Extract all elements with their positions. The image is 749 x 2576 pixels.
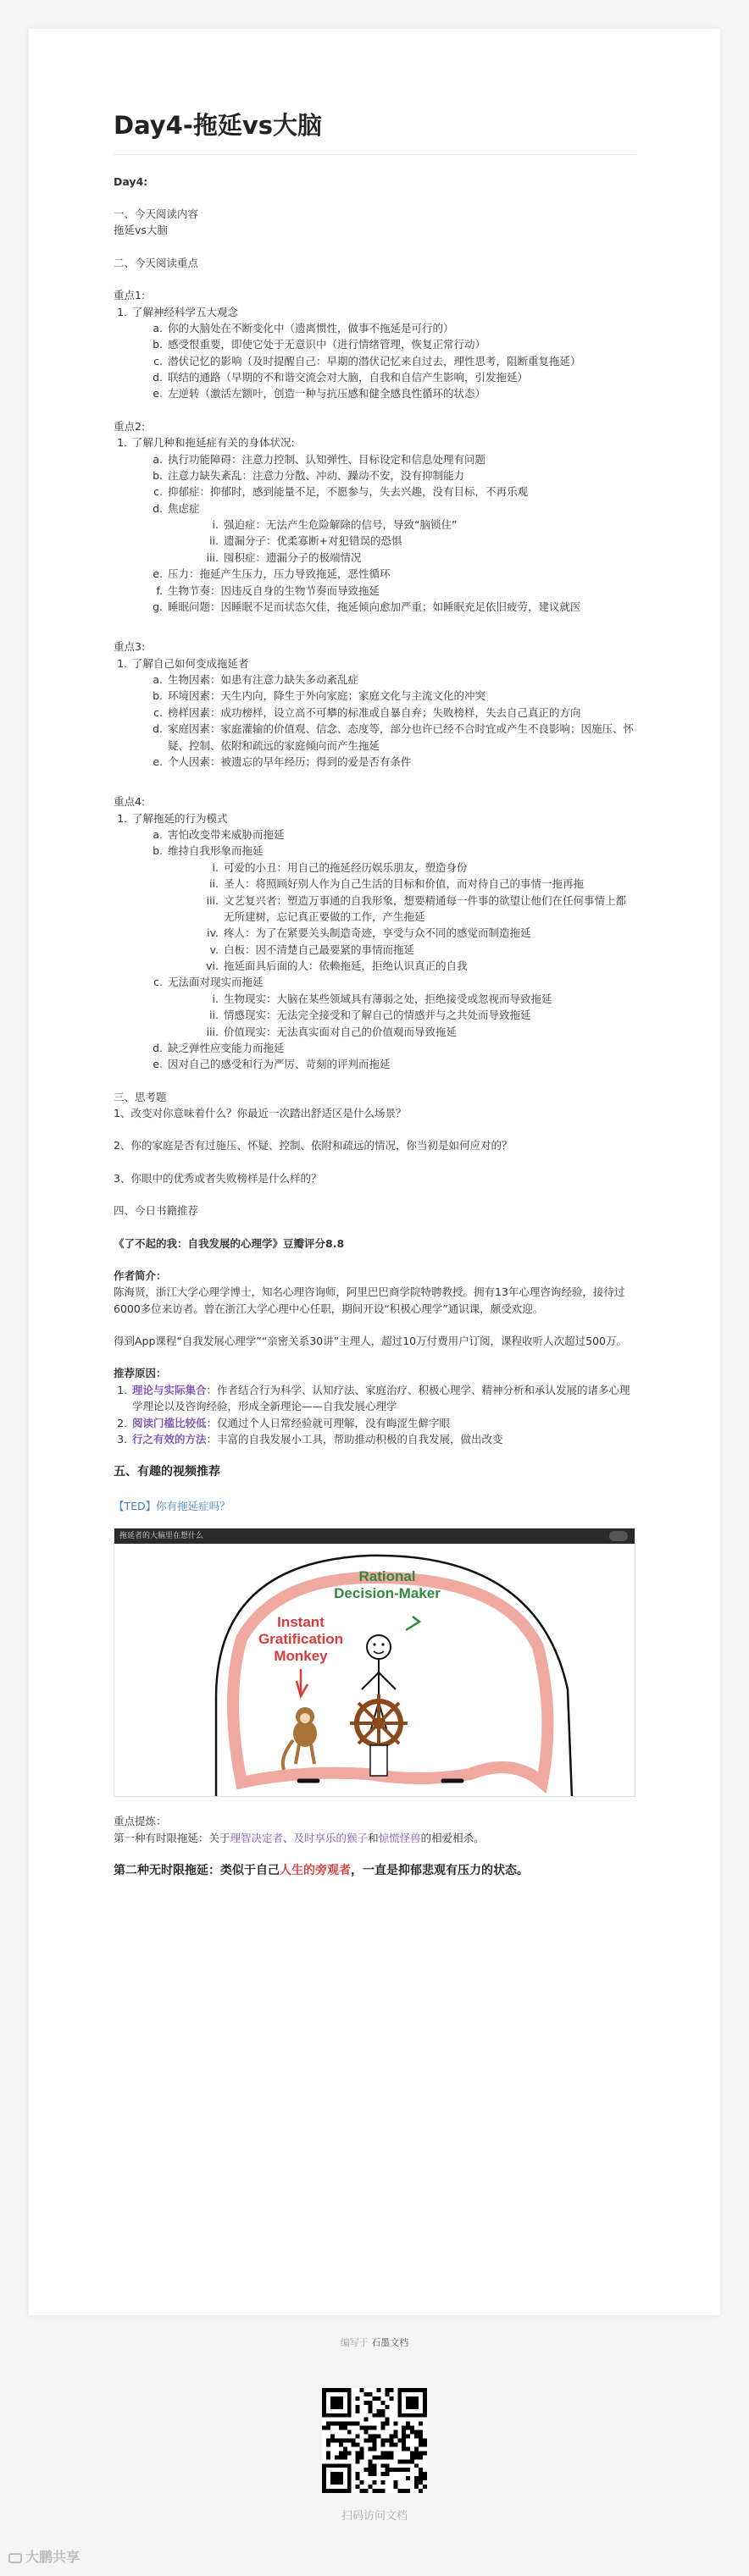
list-item: a. 执行功能障碍：注意力控制、认知弹性、目标设定和信息处理有问题 [153, 452, 486, 466]
section-heading: 二、今天阅读重点 [114, 256, 199, 269]
list-item: b. 注意力缺失紊乱：注意力分散、冲动、躁动不安，没有抑制能力 [153, 468, 465, 482]
list-item: a. 你的大脑处在不断变化中（遗离惯性，做事不拖延是可行的） [153, 321, 454, 334]
point-list [114, 810, 635, 1073]
point-list [114, 304, 635, 402]
point-label: 重点4: [114, 795, 146, 809]
decision-maker-label-line2: Decision-Maker [334, 1585, 441, 1602]
list-item: e. 左逆转（激活左额叶，创造一种与抗压感和健全感良性循环的状态） [153, 387, 486, 401]
list-item: d. 家庭因素：家庭灌输的价值观、信念、态度等，部分也许已经不合时宜或产生不良影响；因施压、怀疑、控制、依附和疏远的家庭倾向而产生拖延 [153, 722, 635, 752]
list-item: 1. 了解神经科学五大观念 a. 你的大脑处在不断变化中（遗离惯性，做事不拖延是可行的） b. 感受很重要，即使它处于无意识中（进行情绪管理，恢复正常行动） c. 潜伏记忆的影响（及时提醒自己：早期的潜伏记忆来自过去，理性思考，阻断重复拖延） d. 联结的通路（早期的不和谐交流会对大脑，自我和自信产生影响，引发拖延） e. 左逆转（激活左额叶，创造一种与抗压感和健全感良性循环的状态） [114, 304, 635, 402]
watermark: 大鹏共享 [8, 2547, 80, 2568]
list-item: ii. 圣人：将照顾好别人作为自己生活的目标和价值，而对待自己的事情一拖再拖 [209, 877, 585, 891]
list-item: ii. 情感现实：无法完全接受和了解自己的情感并与之共处而导致拖延 [209, 1009, 531, 1022]
list-item: i. 生物现实：大脑在某些领域具有薄弱之处，拒绝接受或忽视而导致拖延 [212, 992, 552, 1005]
qr-code[interactable] [322, 2388, 427, 2493]
brand-link[interactable]: 石墨文档 [371, 2337, 409, 2348]
doc-title: Day4-拖延vs大脑 [114, 110, 635, 155]
closing-line: 第二种无时限拖延：类似于自己人生的旁观者，一直是抑郁悲观有压力的状态。 [114, 1864, 529, 1878]
list-item: 1. 了解拖延的行为模式 a. 害怕改变带来威胁而拖延 b. 维持自我形象而拖延 i. 可爱的小丑：用自己的拖延经历娱乐朋友，塑造身份 ii. 圣人：将照顾好别人作为自己生活的目标和价值，而对待自己的事情一拖再拖 iii. 文艺复兴者：塑造万事通的自我形象，想要精通每一件事的欲望让他们在任何事情上都无所建树，忘记真正要做的工作，产生拖延 iv. 疼人：为了在紧要关头制造奇迹，享受与众不同的感觉而制造拖延 v. 白板：因不清楚自己最要紧的事情而拖延 vi. 拖延面具后面的人：依赖拖延，拒绝认识真正的自我 c. 无法面对现实而拖延 i. 生物现实：大脑在某些领域具有薄弱之处，拒绝接受或忽视而导致拖延 ii. 情感现实：无法完全接受和了解自己的情感并与之共处而导致拖延 iii. 价值现实：无法真实面对自己的价值观而导致拖延 d. 缺乏弹性应变能力而拖延 e. 因对自己的感受和行为严厉、苛刻的评判而拖延 [114, 810, 635, 1073]
list-item: vi. 拖延面具后面的人：依赖拖延，拒绝认识真正的自我 [206, 959, 468, 973]
reasons-heading: 推荐原因： [114, 1367, 167, 1380]
list-item: iii. 文艺复兴者：塑造万事通的自我形象，想要精通每一件事的欲望让他们在任何事情上都无所建树，忘记真正要做的工作，产生拖延 [206, 893, 627, 923]
list-item: 1. 理论与实际集合：作者结合行为科学、认知疗法、家庭治疗、积极心理学、精神分析和承认发展的诸多心理学理论以及咨询经验，形成全新理论——自我发展心理学 [117, 1383, 630, 1413]
point-label: 重点3: [114, 640, 146, 654]
question: 1、改变对你意味着什么？你最近一次踏出舒适区是什么场景？ [114, 1107, 407, 1120]
edited-with-note: 编写于 石墨文档 [340, 2337, 409, 2348]
point-list [114, 655, 635, 771]
section-heading: 四、今日书籍推荐 [114, 1204, 199, 1218]
list-item: d. 联结的通路（早期的不和谐交流会对大脑，自我和自信产生影响，引发拖延） [153, 371, 529, 384]
notes-line: 第一种有时限拖延：关于理智决定者、及时享乐的猴子和惊慌怪兽的相爱相杀。 [114, 1831, 485, 1844]
list-item: e. 压力：拖延产生压力，压力导致拖延，恶性循环 [153, 567, 391, 581]
section-content: 拖延vs大脑 [114, 224, 168, 237]
list-item: c. 抑郁症：抑郁时，感到能量不足，不愿参与，失去兴趣，没有目标，不再乐观 [153, 485, 529, 499]
watermark-logo-icon [8, 2553, 22, 2563]
list-item: c. 无法面对现实而拖延 i. 生物现实：大脑在某些领域具有薄弱之处，拒绝接受或忽视而导致拖延 ii. 情感现实：无法完全接受和了解自己的情感并与之共处而导致拖延 iii. 价值现实：无法真实面对自己的价值观而导致拖延 [132, 974, 635, 1040]
list-item: c. 榜样因素：成功榜样，设立高不可攀的标准或自暴自弃；失败榜样，失去自己真正的方向 [153, 705, 581, 719]
author-heading: 作者简介： [114, 1269, 167, 1282]
monkey-label-line2: Gratification [258, 1631, 344, 1648]
scan-text: 扫码访问文档 [341, 2510, 408, 2523]
list-item: a. 害怕改变带来威胁而拖延 [153, 828, 285, 842]
document-page [29, 29, 720, 2315]
author-text: 陈海贤，浙江大学心理学博士，知名心理咨询师，阿里巴巴商学院特聘教授。拥有13年心理咨询经验，接待过6000多位来访者。曾在浙江大学心理中心任职，期间开设“积极心理学”通识课，颇受欢迎。 [114, 1285, 625, 1315]
day-label: Day4: [114, 174, 148, 188]
app-text: 得到App课程“自我发展心理学”“亲密关系30讲”主理人，超过10万付费用户订阅，课程收听人次超过500万。 [114, 1335, 627, 1348]
video-player[interactable] [114, 1528, 635, 1797]
section-heading: 五、有趣的视频推荐 [114, 1465, 220, 1479]
list-item: ii. 遗漏分子：优柔寡断+对犯错误的恐惧 [209, 534, 402, 548]
list-item: d. 焦虑症 i. 强迫症：无法产生危险解除的信号，导致“脑锁住” ii. 遗漏分子：优柔寡断+对犯错误的恐惧 iii. 囤积症：遗漏分子的极端情况 [132, 500, 635, 567]
list-item: b. 维持自我形象而拖延 i. 可爱的小丑：用自己的拖延经历娱乐朋友，塑造身份 ii. 圣人：将照顾好别人作为自己生活的目标和价值，而对待自己的事情一拖再拖 iii. 文艺复兴者：塑造万事通的自我形象，想要精通每一件事的欲望让他们在任何事情上都无所建树，忘记真正要做的工作，产生拖延 iv. 疼人：为了在紧要关头制造奇迹，享受与众不同的感觉而制造拖延 v. 白板：因不清楚自己最要紧的事情而拖延 vi. 拖延面具后面的人：依赖拖延，拒绝认识真正的自我 [132, 843, 635, 974]
monkey-label-line1: Instant [277, 1614, 325, 1631]
list-item: 2. 阅读门槛比较低：仅通过个人日常经验就可理解，没有晦涩生僻字眼 [117, 1416, 451, 1429]
reasons-list [114, 1382, 635, 1448]
list-item: iii. 价值现实：无法真实面对自己的价值观而导致拖延 [206, 1025, 458, 1038]
question: 3、你眼中的优秀或者失败榜样是什么样的？ [114, 1171, 322, 1185]
list-item: g. 睡眠问题：因睡眠不足而状态欠佳，拖延倾向愈加严重；如睡眠充足依旧疲劳，建议就医 [153, 600, 581, 613]
book-title: 《了不起的我：自我发展的心理学》豆瓣评分8.8 [114, 1236, 345, 1250]
list-item: iii. 囤积症：遗漏分子的极端情况 [206, 550, 362, 564]
list-item: v. 白板：因不清楚自己最要紧的事情而拖延 [209, 943, 415, 956]
section-heading: 三、思考题 [114, 1090, 167, 1103]
question: 2、你的家庭是否有过施压、怀疑、控制、依附和疏远的情况，你当初是如何应对的？ [114, 1139, 513, 1153]
video-link[interactable]: 【TED】你有拖延症吗？ [114, 1500, 230, 1512]
list-item: i. 强迫症：无法产生危险解除的信号，导致“脑锁住” [212, 518, 458, 532]
list-item: e. 个人因素：被遗忘的早年经历；得到的爱是否有条件 [153, 755, 412, 768]
list-item: 3. 行之有效的方法：丰富的自我发展小工具，帮助推动积极的自我发展，做出改变 [117, 1432, 503, 1446]
list-item: iv. 疼人：为了在紧要关头制造奇迹，享受与众不同的感觉而制造拖延 [207, 926, 531, 940]
point-label: 重点2: [114, 419, 146, 433]
decision-maker-label-line1: Rational [358, 1568, 416, 1585]
list-item: d. 缺乏弹性应变能力而拖延 [153, 1041, 285, 1054]
list-item: f. 生物节奏：因违反自身的生物节奏而导致拖延 [156, 583, 380, 597]
list-item: a. 生物因素：如患有注意力缺失多动紊乱症 [153, 673, 359, 687]
point-list [114, 434, 635, 615]
notes-label: 重点提炼： [114, 1815, 167, 1828]
video-title-bar: 拖延者的大脑里在想什么 [114, 1528, 635, 1544]
list-item: 1. 了解几种和拖延症有关的身体状况: a. 执行功能障碍：注意力控制、认知弹性、目标设定和信息处理有问题 b. 注意力缺失紊乱：注意力分散、冲动、躁动不安，没有抑制能力 c. 抑郁症：抑郁时，感到能量不足，不愿参与，失去兴趣，没有目标，不再乐观 d. 焦虑症 i. 强迫症：无法产生危险解除的信号，导致“脑锁住” ii. 遗漏分子：优柔寡断+对犯错误的恐惧 iii. 囤积症：遗漏分子的极端情况 e. 压力：拖延产生压力，压力导致拖延，恶性循环 f. 生物节奏：因违反自身的生物节奏而导致拖延 g. 睡眠问题：因睡眠不足而状态欠佳，拖延倾向愈加严重；如睡眠充足依旧疲劳，建议就医 [114, 434, 635, 615]
list-item: c. 潜伏记忆的影响（及时提醒自己：早期的潜伏记忆来自过去，理性思考，阻断重复拖延） [153, 354, 581, 368]
point-label: 重点1: [114, 289, 146, 302]
list-item: b. 环境因素：天生内向，降生于外向家庭；家庭文化与主流文化的冲突 [153, 689, 486, 703]
list-item: e. 因对自己的感受和行为严厉、苛刻的评判而拖延 [153, 1058, 391, 1071]
video-illustration [114, 1528, 635, 1797]
list-item: b. 感受很重要，即使它处于无意识中（进行情绪管理，恢复正常行动） [153, 338, 486, 351]
section-heading: 一、今天阅读内容 [114, 207, 199, 221]
list-item: 1. 了解自己如何变成拖延者 a. 生物因素：如患有注意力缺失多动紊乱症 b. 环境因素：天生内向，降生于外向家庭；家庭文化与主流文化的冲突 c. 榜样因素：成功榜样，设立高不可攀的标准或自暴自弃；失败榜样，失去自己真正的方向 d. 家庭因素：家庭灌输的价值观、信念、态度等，部分也许已经不合时宜或产生不良影响；因施压、怀疑、控制、依附和疏远的家庭倾向而产生拖延 e. 个人因素：被遗忘的早年经历；得到的爱是否有条件 [114, 655, 635, 771]
list-item: i. 可爱的小丑：用自己的拖延经历娱乐朋友，塑造身份 [212, 860, 468, 874]
monkey-label-line3: Monkey [274, 1648, 328, 1665]
